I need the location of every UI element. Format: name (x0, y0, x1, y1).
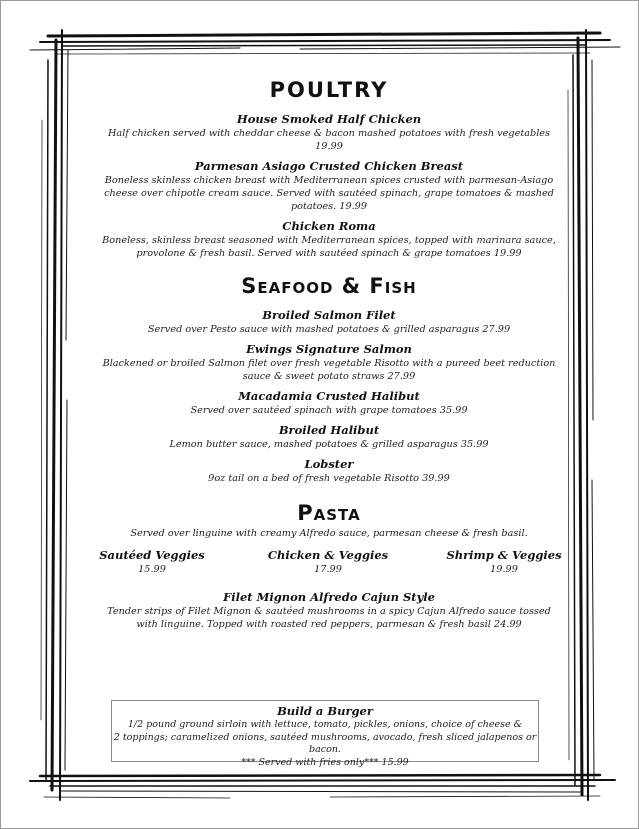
pasta-option (77, 548, 227, 576)
option-price: 15.99 (138, 564, 166, 575)
item-name: Filet Mignon Alfredo Cajun Style (223, 590, 435, 604)
burger-box (111, 700, 539, 768)
pasta-heading: Pasta (297, 501, 361, 525)
item-name: Build a Burger (277, 704, 373, 718)
menu-item (100, 159, 558, 213)
item-description: 9oz tail on a bed of fresh vegetable Risotto 39.99 (208, 473, 450, 484)
seafood-heading: Seafood & Fish (241, 274, 417, 298)
menu-item (100, 590, 558, 631)
menu-item (100, 219, 558, 260)
item-name: Broiled Salmon Filet (262, 308, 396, 322)
menu-item (100, 457, 558, 485)
poultry-heading: POULTRY (269, 78, 389, 102)
item-description: Lemon butter sauce, mashed potatoes & grilled asparagus 35.99 (169, 439, 489, 450)
menu-item (100, 112, 558, 153)
pasta-options (99, 548, 562, 582)
item-name: Parmesan Asiago Crusted Chicken Breast (194, 159, 464, 173)
item-description: Boneless skinless chicken breast with Mediterranean spices crusted with parmesan-Asiago cheese over chipotle cream sauce. Served with sautéed spinach, grape tomatoes & mashed potatoes. 19.99 (104, 175, 554, 212)
option-name: Chicken & Veggies (267, 548, 389, 562)
item-name: Ewings Signature Salmon (246, 342, 412, 356)
option-price: 19.99 (490, 564, 518, 575)
item-name: House Smoked Half Chicken (236, 112, 422, 126)
item-description: Served over sautéed spinach with grape tomatoes 35.99 (190, 405, 468, 416)
pasta-intro: Served over linguine with creamy Alfredo sauce, parmesan cheese & fresh basil. (130, 528, 528, 539)
item-name: Broiled Halibut (278, 423, 380, 437)
item-description: Tender strips of Filet Mignon & sautéed mushrooms in a spicy Cajun Alfredo sauce tossed with linguine. Topped with roasted red peppers, parmesan & fresh basil 24.99 (107, 606, 551, 630)
option-price: 17.99 (314, 564, 342, 575)
menu-item (100, 308, 558, 336)
item-name: Chicken Roma (282, 219, 376, 233)
item-name: Macadamia Crusted Halibut (238, 389, 420, 403)
menu-content (99, 76, 562, 637)
pasta-option (253, 548, 403, 576)
pasta-option (429, 548, 579, 576)
item-description: Served over Pesto sauce with mashed potatoes & grilled asparagus 27.99 (147, 324, 511, 335)
option-name: Sautéed Veggies (99, 548, 205, 562)
item-description: Blackened or broiled Salmon filet over fresh vegetable Risotto with a pureed beet reduction sauce & sweet potato straws 27.99 (102, 358, 556, 382)
menu-item (100, 342, 558, 383)
option-name: Shrimp & Veggies (446, 548, 562, 562)
menu-item (100, 423, 558, 451)
menu-item (100, 389, 558, 417)
item-description: Half chicken served with cheddar cheese & bacon mashed potatoes with fresh vegetables 19.99 (107, 128, 551, 152)
item-name: Lobster (304, 457, 354, 471)
item-description: Boneless, skinless breast seasoned with Mediterranean spices, topped with marinara sauce, provolone & fresh basil. Served with sautéed spinach & grape tomatoes 19.99 (102, 235, 556, 259)
item-description: 1/2 pound ground sirloin with lettuce, tomato, pickles, onions, choice of cheese & 2 toppings; caramelized onions, sautéed mushrooms, avocado, fresh sliced jalapenos or bacon. *** Served with fries only*** 15.99 (113, 719, 537, 768)
